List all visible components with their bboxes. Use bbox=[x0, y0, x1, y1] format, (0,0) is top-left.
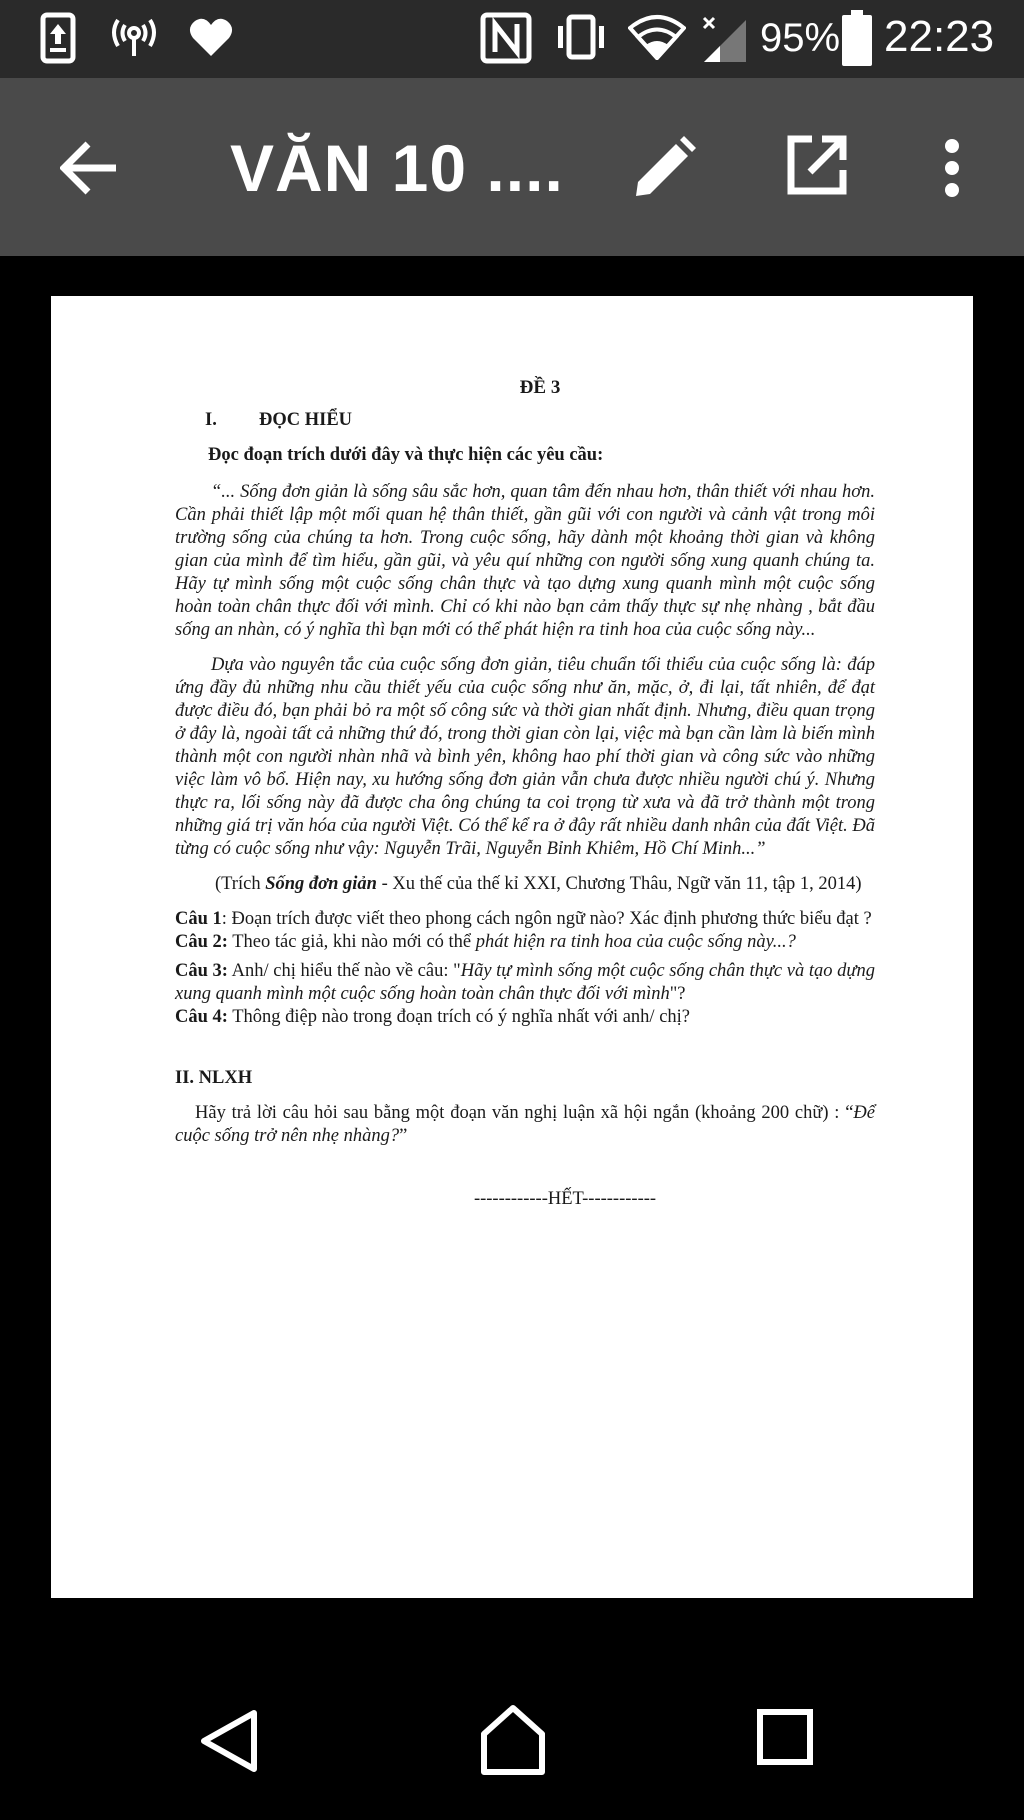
section-1-number: I. bbox=[205, 410, 217, 430]
battery-percent: 95% bbox=[760, 16, 841, 60]
document-title: VĂN 10 .... bbox=[230, 131, 564, 205]
question-3-label: Câu 3: bbox=[175, 961, 228, 981]
upload-icon bbox=[40, 12, 76, 64]
battery-icon bbox=[842, 10, 872, 66]
pencil-icon[interactable] bbox=[632, 136, 696, 200]
section-2-heading: II. NLXH bbox=[175, 1068, 253, 1088]
status-bar bbox=[0, 0, 1024, 78]
question-4 bbox=[175, 1006, 875, 1029]
question-1 bbox=[175, 908, 875, 931]
nfc-icon bbox=[480, 12, 532, 64]
question-1-text: : Đoạn trích được viết theo phong cách ngôn ngữ nào? Xác định phương thức biểu đạt ? bbox=[221, 909, 872, 929]
question-2 bbox=[175, 931, 875, 954]
question-3-end: "? bbox=[669, 984, 686, 1004]
document-content bbox=[175, 376, 875, 1211]
question-2-italic: phát hiện ra tinh hoa của cuộc sống này...? bbox=[475, 932, 796, 952]
essay-task-end: ” bbox=[399, 1126, 408, 1146]
source-citation bbox=[175, 873, 875, 896]
nav-recents-icon[interactable] bbox=[756, 1708, 814, 1766]
essay-task-italic: Để cuộc sống trở nên nhẹ nhàng? bbox=[175, 1103, 875, 1146]
question-3 bbox=[175, 960, 875, 1006]
nav-home-icon[interactable] bbox=[478, 1704, 548, 1776]
wifi-icon bbox=[628, 14, 686, 60]
question-2-label: Câu 2: bbox=[175, 932, 228, 952]
signal-icon bbox=[700, 12, 750, 64]
document-page[interactable] bbox=[51, 296, 973, 1598]
clock: 22:23 bbox=[884, 12, 995, 61]
instruction: Đọc đoạn trích dưới đây và thực hiện các yêu cầu: bbox=[208, 445, 604, 465]
source-title: Sống đơn giản bbox=[265, 874, 377, 894]
app-bar bbox=[0, 78, 1024, 256]
section-1-heading bbox=[205, 409, 875, 432]
question-4-label: Câu 4: bbox=[175, 1007, 228, 1027]
heart-icon bbox=[188, 16, 234, 58]
essay-task bbox=[175, 1102, 875, 1148]
document-viewer[interactable] bbox=[0, 256, 1024, 1656]
question-1-label: Câu 1 bbox=[175, 909, 222, 929]
section-1-title: ĐỌC HIỂU bbox=[259, 410, 353, 430]
essay-task-text: Hãy trả lời câu hỏi sau bằng một đoạn văn nghị luận xã hội ngắn (khoảng 200 chữ) : “ bbox=[195, 1103, 854, 1123]
exam-title: ĐỀ 3 bbox=[519, 377, 561, 398]
source-prefix: (Trích bbox=[215, 874, 266, 894]
back-arrow-icon[interactable] bbox=[60, 140, 120, 196]
source-rest: - Xu thế của thế kỉ XXI, Chương Thâu, Ngữ văn 11, tập 1, 2014) bbox=[376, 874, 862, 894]
nav-back-icon[interactable] bbox=[198, 1708, 260, 1774]
excerpt-paragraph-2: Dựa vào nguyên tắc của cuộc sống đơn giản, tiêu chuẩn tối thiểu của cuộc sống là: đáp ứng đầy đủ những nhu cầu thiết yếu của cuộc sống như ăn, mặc, ở, đi lại, tất nhiên, để đạt được điều đó, bạn phải bỏ ra một số công sức và thời gian nhất định. Nhưng, điều quan trọng ở đây là, ngoài tất cả những thứ đó, trong thời gian còn lại, việc mà bạn cần làm là biến mình thành một con người nhàn nhã và bình yên, không hao phí thời gian và công sức vào những việc làm vô bổ. Hiện nay, xu hướng sống đơn giản vẫn chưa được nhiều người chú ý. Nhưng thực ra, lối sống này đã được cha ông chúng ta coi trọng từ xưa và đã trở thành một trong những giá trị văn hóa của người Việt. Có thể kể ra ở đây rất nhiều danh nhân của đất Việt. Đã từng có cuộc sống như vậy: Nguyễn Trãi, Nguyễn Bỉnh Khiêm, Hồ Chí Minh...” bbox=[175, 655, 875, 859]
excerpt-paragraph-1: “... Sống đơn giản là sống sâu sắc hơn, quan tâm đến nhau hơn, thân thiết với nhau hơn. Cần phải thiết lập một mối quan hệ thân thiết, gần gũi với con người và cảnh vật trong môi trường sống của chúng ta hơn. Trong cuộc sống, hãy dành một khoảng thời gian và không gian của mình để tìm hiểu, gần gũi, và yêu quí những con người sống xung quanh chúng ta. Hãy tự mình sống một cuộc sống chân thực và tạo dựng xung quanh mình một cuộc sống hoàn toàn chân thực đối với mình. Chỉ có khi nào bạn cảm thấy thực sự nhẹ nhàng , bắt đầu sống an nhàn, có ý nghĩa thì bạn mới có thể phát hiện ra tinh hoa của cuộc sống này... bbox=[175, 482, 875, 640]
end-mark: ------------HẾT------------ bbox=[473, 1189, 657, 1209]
open-external-icon[interactable] bbox=[786, 134, 848, 196]
more-vert-icon[interactable] bbox=[942, 138, 962, 198]
question-4-text: Thông điệp nào trong đoạn trích có ý nghĩa nhất với anh/ chị? bbox=[227, 1007, 691, 1027]
question-3-italic: Hãy tự mình sống một cuộc sống chân thực và tạo dựng xung quanh mình một cuộc sống hoàn toàn chân thực đối với mình bbox=[175, 961, 876, 1004]
navigation-bar bbox=[0, 1656, 1024, 1820]
question-3-text: Anh/ chị hiểu thế nào về câu: " bbox=[227, 961, 461, 981]
hotspot-icon bbox=[108, 14, 160, 60]
question-2-text: Theo tác giả, khi nào mới có thể bbox=[227, 932, 476, 952]
vibrate-icon bbox=[552, 14, 610, 60]
